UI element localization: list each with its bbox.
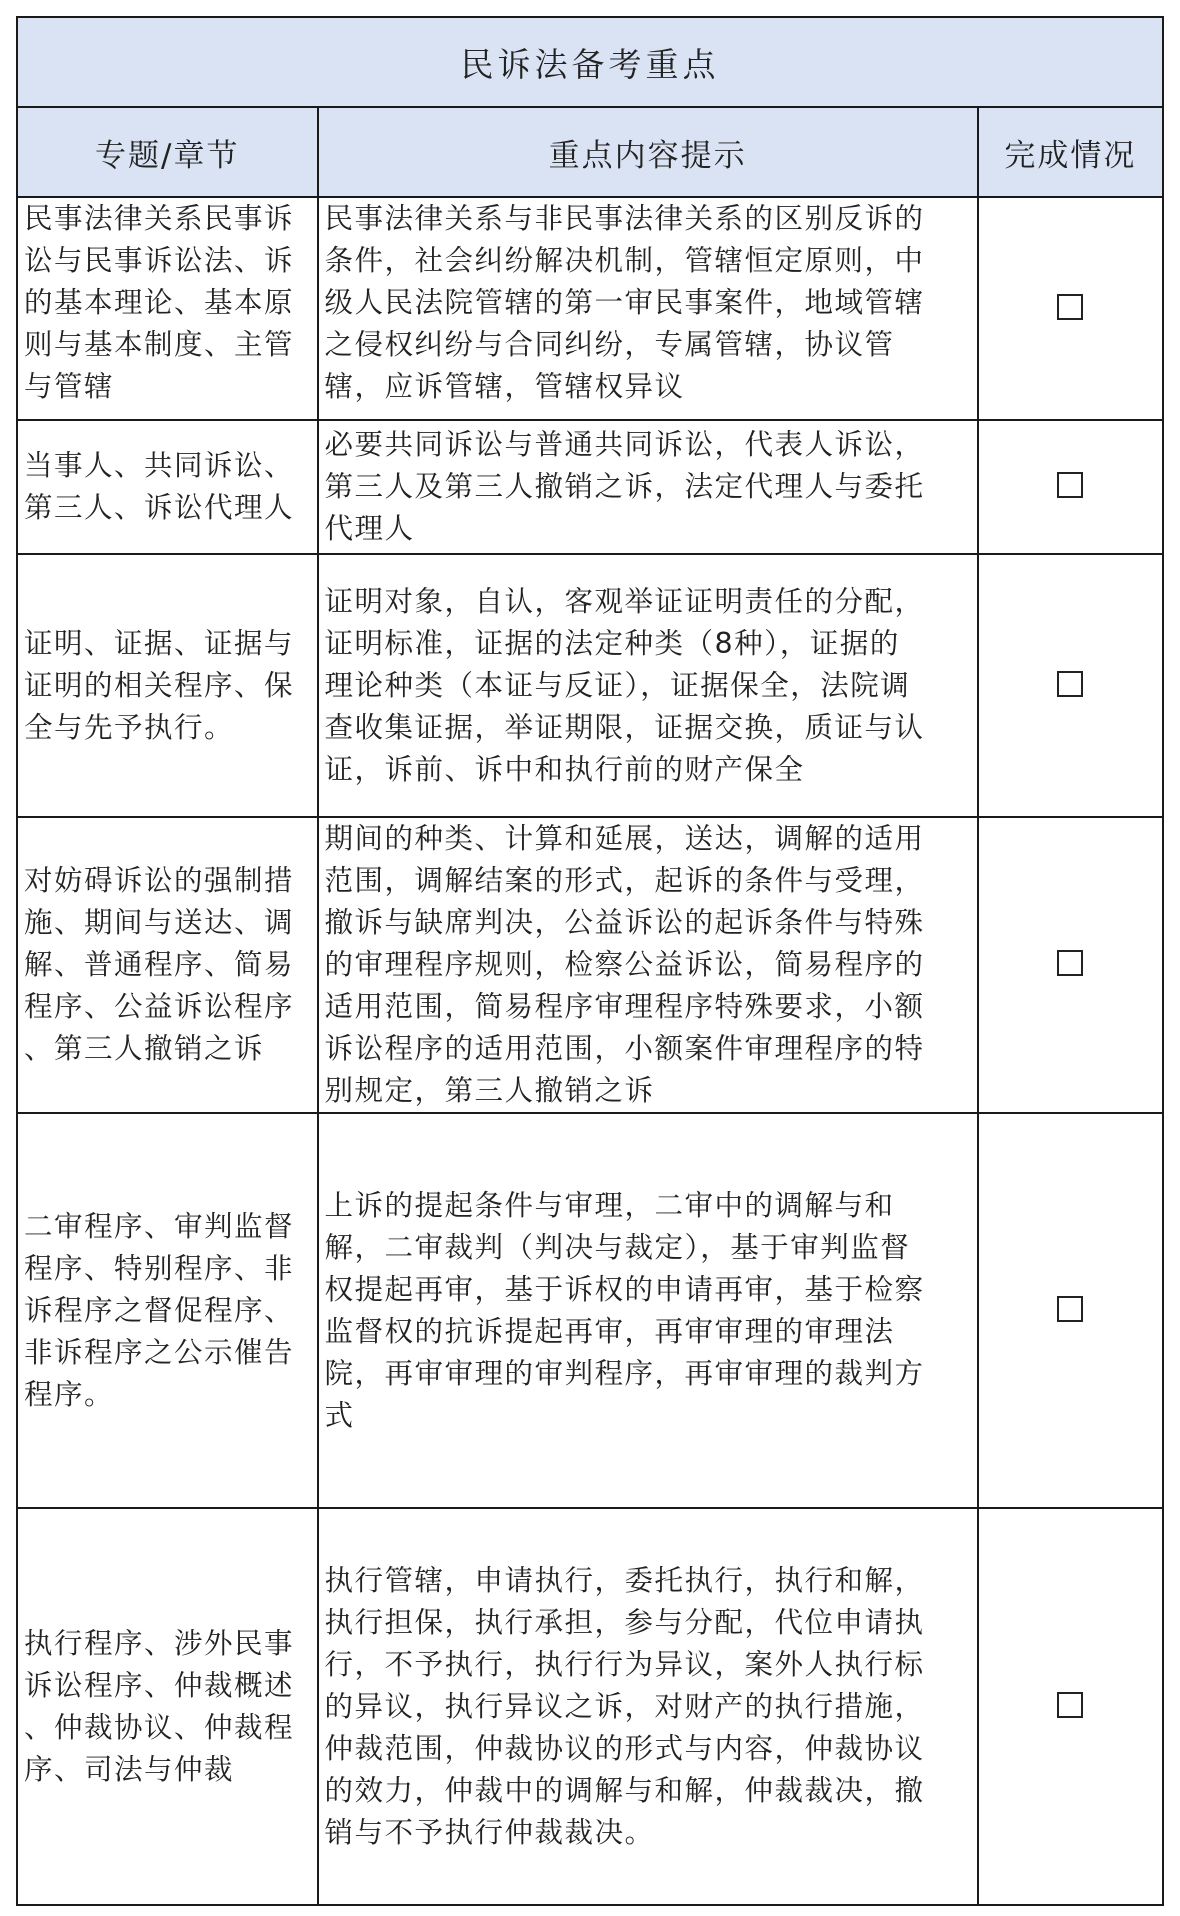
topic-line: 证明、证据、证据与 xyxy=(24,626,295,660)
topic-line: 证明的相关程序、保 xyxy=(24,668,295,702)
topic-line: 施、期间与送达、调 xyxy=(24,906,295,939)
topic-cell xyxy=(17,197,318,420)
topic-line: 序、司法与仲裁 xyxy=(24,1752,235,1786)
content-line: 行，不予执行，执行行为异议，案外人执行标 xyxy=(324,1647,925,1681)
completion-checkbox[interactable] xyxy=(1057,1692,1083,1718)
status-cell xyxy=(978,420,1163,554)
completion-checkbox[interactable] xyxy=(1057,1296,1083,1322)
table-row xyxy=(17,1508,1163,1905)
content-cell xyxy=(318,817,978,1113)
content-line: 适用范围，简易程序审理程序特殊要求，小额 xyxy=(324,990,925,1023)
topic-cell xyxy=(17,1508,318,1905)
header-topic: 专题/章节 xyxy=(17,107,318,197)
content-line: 上诉的提起条件与审理，二审中的调解与和 xyxy=(324,1188,895,1222)
content-cell xyxy=(318,1508,978,1905)
topic-line: 二审程序、审判监督 xyxy=(24,1209,295,1243)
content-cell xyxy=(318,1113,978,1508)
topic-line: 、仲裁协议、仲裁程 xyxy=(24,1710,295,1744)
content-line: 证明标准，证据的法定种类（8种），证据的 xyxy=(324,626,900,660)
content-line: 期间的种类、计算和延展，送达，调解的适用 xyxy=(324,822,925,855)
topic-cell xyxy=(17,1113,318,1508)
table-title: 民诉法备考重点 xyxy=(17,17,1163,107)
content-line: 的异议，执行异议之诉，对财产的执行措施， xyxy=(324,1689,925,1723)
content-line: 民事法律关系与非民事法律关系的区别反诉的 xyxy=(324,202,925,235)
content-line: 的审理程序规则，检察公益诉讼，简易程序的 xyxy=(324,948,925,981)
status-cell xyxy=(978,197,1163,420)
content-line: 辖，应诉管辖，管辖权异议 xyxy=(324,370,685,403)
study-plan-table xyxy=(16,16,1164,1906)
table-row xyxy=(17,197,1163,420)
header-content: 重点内容提示 xyxy=(318,107,978,197)
content-line: 权提起再审，基于诉权的申请再审，基于检察 xyxy=(324,1272,925,1306)
content-line: 执行担保，执行承担，参与分配，代位申请执 xyxy=(324,1605,925,1639)
topic-line: 第三人、诉讼代理人 xyxy=(24,491,295,524)
topic-line: 对妨碍诉讼的强制措 xyxy=(24,864,295,897)
header-status: 完成情况 xyxy=(978,107,1163,197)
content-line: 院，再审审理的审判程序，再审审理的裁判方 xyxy=(324,1356,925,1390)
content-line: 执行管辖，申请执行，委托执行，执行和解， xyxy=(324,1563,925,1597)
status-cell xyxy=(978,1113,1163,1508)
topic-line: 诉讼程序、仲裁概述 xyxy=(24,1668,295,1702)
content-line: 式 xyxy=(324,1398,355,1432)
topic-line: 执行程序、涉外民事 xyxy=(24,1626,295,1660)
completion-checkbox[interactable] xyxy=(1057,472,1083,498)
content-line: 的效力，仲裁中的调解与和解，仲裁裁决，撤 xyxy=(324,1773,925,1807)
status-cell xyxy=(978,1508,1163,1905)
content-line: 查收集证据，举证期限，证据交换，质证与认 xyxy=(324,710,925,744)
completion-checkbox[interactable] xyxy=(1057,671,1083,697)
completion-checkbox[interactable] xyxy=(1057,294,1083,320)
topic-line: 、第三人撤销之诉 xyxy=(24,1032,265,1065)
content-line: 理论种类（本证与反证），证据保全，法院调 xyxy=(324,668,911,702)
completion-checkbox[interactable] xyxy=(1057,950,1083,976)
topic-line: 解、普通程序、简易 xyxy=(24,948,295,981)
table-row xyxy=(17,554,1163,817)
content-line: 代理人 xyxy=(324,512,415,545)
topic-line: 非诉程序之公示催告 xyxy=(24,1335,295,1369)
content-line: 级人民法院管辖的第一审民事案件，地域管辖 xyxy=(324,286,925,319)
content-line: 解，二审裁判（判决与裁定），基于审判监督 xyxy=(324,1230,911,1264)
content-line: 别规定，第三人撤销之诉 xyxy=(324,1074,655,1107)
table-row xyxy=(17,1113,1163,1508)
topic-line: 诉程序之督促程序、 xyxy=(24,1293,295,1327)
content-line: 之侵权纠纷与合同纠纷，专属管辖，协议管 xyxy=(324,328,895,361)
table-row xyxy=(17,817,1163,1113)
content-line: 必要共同诉讼与普通共同诉讼，代表人诉讼， xyxy=(324,428,925,461)
topic-line: 则与基本制度、主管 xyxy=(24,328,295,361)
content-cell xyxy=(318,197,978,420)
table-row xyxy=(17,420,1163,554)
topic-line: 讼与民事诉讼法、诉 xyxy=(24,244,295,277)
topic-line: 与管辖 xyxy=(24,370,115,403)
content-line: 监督权的抗诉提起再审，再审审理的审理法 xyxy=(324,1314,895,1348)
topic-cell xyxy=(17,420,318,554)
status-cell xyxy=(978,554,1163,817)
content-line: 证明对象，自认，客观举证证明责任的分配， xyxy=(324,584,925,618)
status-cell xyxy=(978,817,1163,1113)
topic-line: 程序、公益诉讼程序 xyxy=(24,990,295,1023)
content-line: 条件，社会纠纷解决机制，管辖恒定原则，中 xyxy=(324,244,925,277)
topic-line: 程序。 xyxy=(24,1377,115,1411)
topic-cell xyxy=(17,817,318,1113)
content-line: 撤诉与缺席判决，公益诉讼的起诉条件与特殊 xyxy=(324,906,925,939)
content-line: 第三人及第三人撤销之诉，法定代理人与委托 xyxy=(324,470,925,503)
topic-line: 的基本理论、基本原 xyxy=(24,286,295,319)
content-cell xyxy=(318,420,978,554)
topic-line: 全与先予执行。 xyxy=(24,710,235,744)
content-line: 范围，调解结案的形式，起诉的条件与受理， xyxy=(324,864,925,897)
topic-line: 民事法律关系民事诉 xyxy=(24,202,295,235)
content-line: 证，诉前、诉中和执行前的财产保全 xyxy=(324,752,805,786)
topic-line: 当事人、共同诉讼、 xyxy=(24,449,295,482)
topic-line: 程序、特别程序、非 xyxy=(24,1251,295,1285)
content-line: 销与不予执行仲裁裁决。 xyxy=(324,1815,655,1849)
topic-cell xyxy=(17,554,318,817)
content-cell xyxy=(318,554,978,817)
content-line: 仲裁范围，仲裁协议的形式与内容，仲裁协议 xyxy=(324,1731,925,1765)
content-line: 诉讼程序的适用范围，小额案件审理程序的特 xyxy=(324,1032,925,1065)
